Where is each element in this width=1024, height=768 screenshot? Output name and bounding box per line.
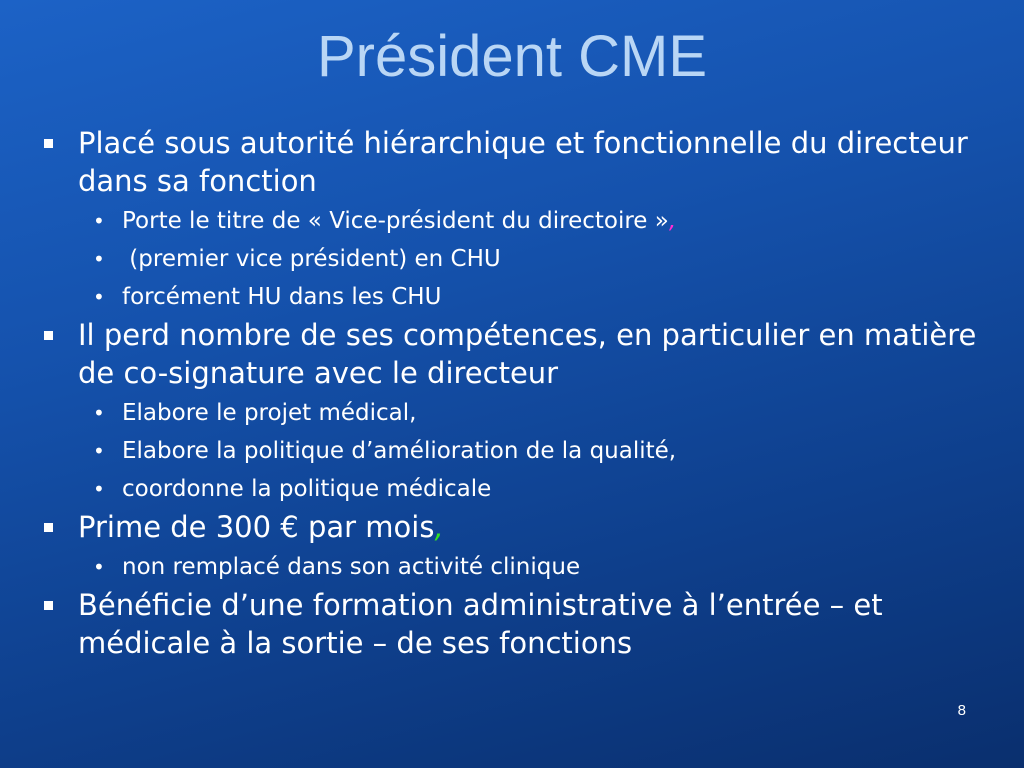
sub-bullet-item <box>42 240 992 278</box>
sub-bullet-text: (premier vice président) en CHU <box>122 246 501 272</box>
sub-bullet-item <box>42 470 992 508</box>
bullet-list <box>42 124 992 664</box>
square-bullet-icon <box>44 331 53 340</box>
sub-bullet-item <box>42 548 992 586</box>
dot-bullet-icon: • <box>93 477 105 501</box>
bullet-text: Il perd nombre de ses compétences, en particulier en matière de co-signature avec le directeur <box>78 318 977 390</box>
bullet-item <box>42 586 992 662</box>
sub-bullet-item <box>42 278 992 316</box>
square-bullet-icon <box>44 601 53 610</box>
dot-bullet-icon: • <box>93 247 105 271</box>
bullet-item <box>42 316 992 392</box>
sub-bullet-item <box>42 202 992 240</box>
square-bullet-icon <box>44 139 53 148</box>
bullet-item <box>42 124 992 200</box>
bullet-item <box>42 508 992 546</box>
sub-bullet-text: coordonne la politique médicale <box>122 476 492 502</box>
dot-bullet-icon: • <box>93 209 105 233</box>
bullet-text: Prime de 300 € par mois <box>78 510 435 544</box>
sub-bullet-text: forcément HU dans les CHU <box>122 284 442 310</box>
sub-bullet-item <box>42 394 992 432</box>
sub-bullet-text: Porte le titre de « Vice-président du directoire » <box>122 208 669 234</box>
dot-bullet-icon: • <box>93 285 105 309</box>
sub-bullet-text: Elabore le projet médical, <box>122 400 417 426</box>
sub-bullet-item <box>42 432 992 470</box>
slide-title: Président CME <box>316 24 708 89</box>
sub-bullet-text: non remplacé dans son activité clinique <box>122 554 581 580</box>
dot-bullet-icon: • <box>93 555 105 579</box>
sub-bullet-text: Elabore la politique d’amélioration de la qualité, <box>122 438 677 464</box>
square-bullet-icon <box>44 523 53 532</box>
dot-bullet-icon: • <box>93 439 105 463</box>
bullet-text: Placé sous autorité hiérarchique et fonctionnelle du directeur dans sa fonction <box>78 126 968 198</box>
bullet-text: Bénéficie d’une formation administrative à l’entrée – et médicale à la sortie – de ses fonctions <box>78 588 883 660</box>
dot-bullet-icon: • <box>93 401 105 425</box>
accent-comma: , <box>668 208 677 234</box>
page-number: 8 <box>957 702 966 719</box>
accent-comma: , <box>434 510 444 544</box>
